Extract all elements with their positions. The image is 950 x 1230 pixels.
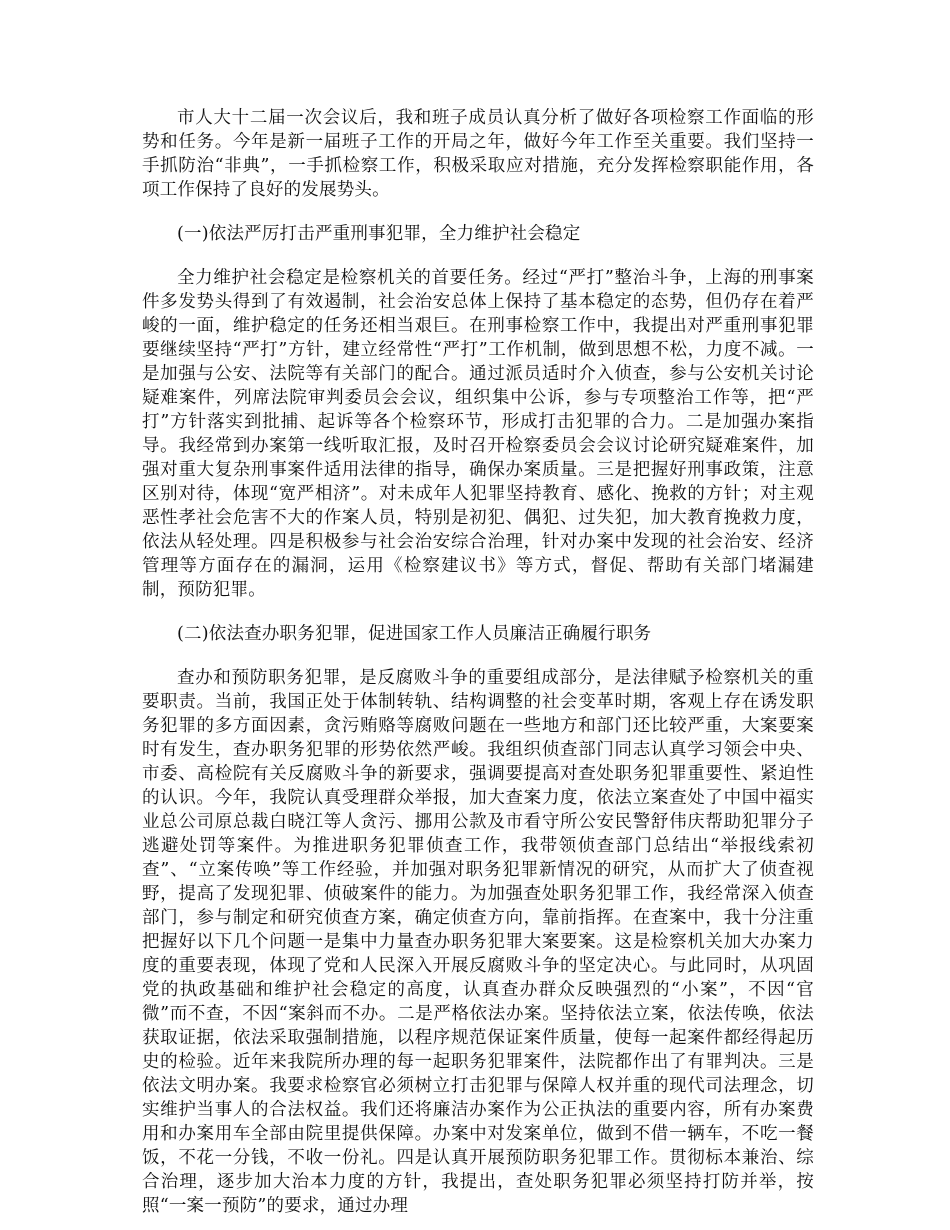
section-heading-2: (二)依法查办职务犯罪，促进国家工作人员廉洁正确履行职务 — [177, 624, 652, 644]
paragraph-spacer — [142, 202, 814, 222]
paragraph-spacer — [142, 246, 814, 266]
section-heading-1: (一)依法严厉打击严重刑事犯罪，全力维护社会稳定 — [177, 224, 581, 244]
paragraph-spacer — [142, 646, 814, 666]
paragraph-spacer — [142, 602, 814, 622]
section-1-paragraph: 全力维护社会稳定是检察机关的首要任务。经过“严打”整治斗争，上海的刑事案件多发势头得到了有效遏制，社会治安总体上保持了基本稳定的态势，但仍存在着严峻的一面，维护稳定的任务还相当艰巨。在刑事检察工作中，我提出对严重刑事犯罪要继续坚持“严打”方针，建立经常性“严打”工作机制，做到思想不松，力度不减。一是加强与公安、法院等有关部门的配合。通过派员适时介入侦查，参与公安机关讨论疑难案件，列席法院审判委员会会议，组织集中公诉，参与专项整治工作等，把“严打”方针落实到批捕、起诉等各个检察环节，形成打击犯罪的合力。二是加强办案指导。我经常到办案第一线听取汇报，及时召开检察委员会会议讨论研究疑难案件，加强对重大复杂刑事案件适用法律的指导，确保办案质量。三是把握好刑事政策，注意区别对待，体现“宽严相济”。对未成年人犯罪坚持教育、感化、挽救的方针；对主观恶性孝社会危害不大的作案人员，特别是初犯、偶犯、过失犯，加大教育挽救力度，依法从轻处理。四是积极参与社会治安综合治理，针对办案中发现的社会治安、经济管理等方面存在的漏洞，运用《检察建议书》等方式，督促、帮助有关部门堵漏建制，预防犯罪。 — [142, 268, 814, 600]
intro-paragraph: 市人大十二届一次会议后，我和班子成员认真分析了做好各项检察工作面临的形势和任务。今年是新一届班子工作的开局之年，做好今年工作至关重要。我们坚持一手抓防治“非典”，一手抓检察工作，积极采取应对措施，充分发挥检察职能作用，各项工作保持了良好的发展势头。 — [142, 108, 814, 200]
section-2-paragraph: 查办和预防职务犯罪，是反腐败斗争的重要组成部分，是法律赋予检察机关的重要职责。当前，我国正处于体制转轨、结构调整的社会变革时期，客观上存在诱发职务犯罪的多方面因素，贪污贿赂等腐败问题在一些地方和部门还比较严重，大案要案时有发生，查办职务犯罪的形势依然严峻。我组织侦查部门同志认真学习领会中央、市委、高检院有关反腐败斗争的新要求，强调要提高对查处职务犯罪重要性、紧迫性的认识。今年，我院认真受理群众举报，加大查案力度，依法立案查处了中国中福实业总公司原总裁白晓江等人贪污、挪用公款及市看守所公安民警舒伟庆帮助犯罪分子逃避处罚等案件。为推进职务犯罪侦查工作，我带领侦查部门总结出“举报线索初查”、“立案传唤”等工作经验，并加强对职务犯罪新情况的研究，从而扩大了侦查视野，提高了发现犯罪、侦破案件的能力。为加强查处职务犯罪工作，我经常深入侦查部门，参与制定和研究侦查方案，确定侦查方向，靠前指挥。在查案中，我十分注重把握好以下几个问题一是集中力量查办职务犯罪大案要案。这是检察机关加大办案力度的重要表现，体现了党和人民深入开展反腐败斗争的坚定决心。与此同时，从巩固党的执政基础和维护社会稳定的高度，认真查办群众反映强烈的“小案”，不因“官微”而不查，不因“案斜而不办。二是严格依法办案。坚持依法立案，依法传唤，依法获取证据，依法采取强制措施，以程序规范保证案件质量，使每一起案件都经得起历史的检验。近年来我院所办理的每一起职务犯罪案件，法院都作出了有罪判决。三是依法文明办案。我要求检察官必须树立打击犯罪与保障人权并重的现代司法理念，切实维护当事人的合法权益。我们还将廉洁办案作为公正执法的重要内容，所有办案费用和办案用车全部由院里提供保障。办案中对发案单位，做到不借一辆车，不吃一餐饭，不花一分钱，不收一份礼。四是认真开展预防职务犯罪工作。贯彻标本兼治、综合治理，逐步加大治本力度的方针，我提出，查处职务犯罪必须坚持打防并举，按照“一案一预防”的要求，通过办理 — [142, 668, 814, 1216]
document-body — [142, 106, 814, 1218]
